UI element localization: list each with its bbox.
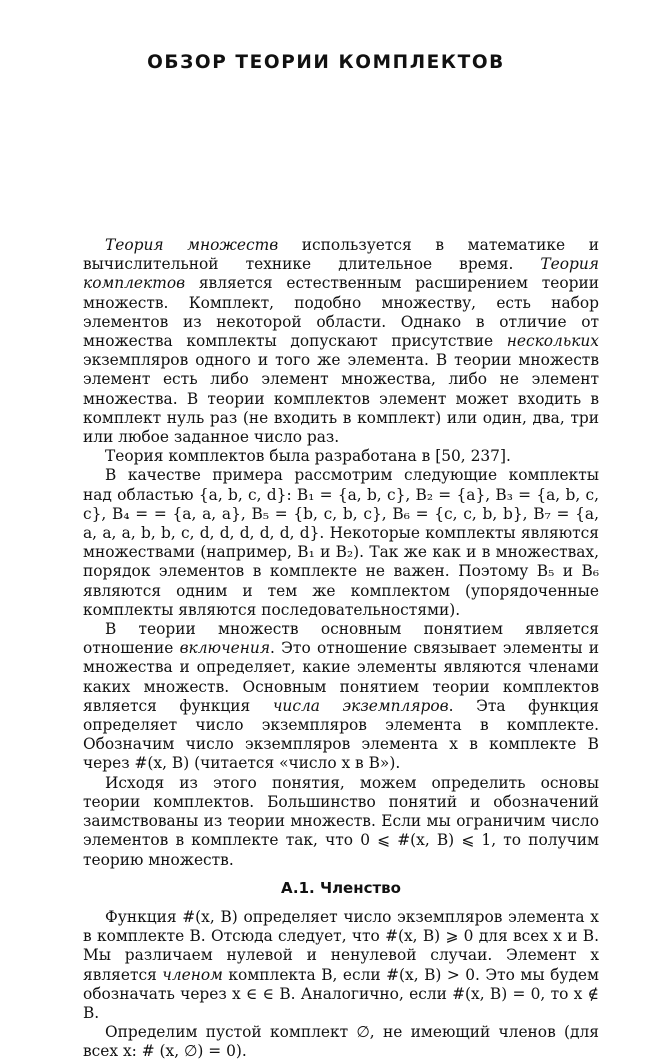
text-run: . Это отношение связывает элементы и множества и определяет, какие элементы являются членами каких множеств. Основным понятием теории комплектов является функция <box>83 639 599 715</box>
text-run: . Эта функция определяет число экземпляров элемента в комплекте. Обозначим число экземпляров элемента x в комплекте B через #(x, B) (читается «число x в B»). <box>83 696 599 773</box>
text-run: является естественным расширением теории множеств. Комплект, подобно множеству, есть набор элементов из некоторой области. Однако в отличие от множества комплекты допускают присутствие <box>83 274 599 351</box>
text-run: используется в математике и вычислительной технике длительное время. <box>83 236 599 274</box>
page-title: ОБЗОР ТЕОРИИ КОМПЛЕКТОВ <box>147 52 505 73</box>
text-run: В качестве примера рассмотрим следующие комплекты над областью {a, b, c, d}: B₁ = {a, b, c}, B₂ = {a}, B₃ = {a, b, c, c}, B₄ = = {a, a, a}, B₅ = {b, c, b, c}, B₆ = {c, c, b, b}, B₇ = {a, a, a, a, b, b, c, d, d, d, d, d, d}. Некоторые комплекты являются множествами (например, B₁ и B₂). Так же как и в множествах, порядок элементов в комплекте не важен. Поэтому B₅ и B₆ являются одним и тем же комплектом (упорядоченные комплекты являются последовательностями). <box>83 466 599 619</box>
text-run: Функция #(x, B) определяет число экземпляров элемента x в комплекте B. Отсюда следует, что #(x, B) ⩾ 0 для всех x и B. Мы различаем нулевой и ненулевой случаи. Элемент x является <box>83 907 599 984</box>
section-heading: A.1. Членство <box>281 878 401 897</box>
term: включения <box>179 639 271 658</box>
body-text <box>83 236 599 1062</box>
paragraph <box>83 620 599 774</box>
text-run: комплекта B, если #(x, B) > 0. Это мы будем обозначать через x ∈ ∈ B. Аналогично, если #(x, B) = 0, то x ∉ B. <box>83 965 599 1022</box>
paragraph <box>83 908 599 1023</box>
text-run: В теории множеств основным понятием является отношение <box>83 620 599 658</box>
text-run: экземпляров одного и того же элемента. В теории множеств элемент есть либо элемент множества, либо не элемент множества. В теории комплектов элемент может входить в комплект нуль раз (не входить в комплект) или один, два, три или любое заданное число раз. <box>83 351 599 447</box>
paragraph <box>83 236 599 447</box>
paragraph: Теория комплектов была разработана в [50, 237]. <box>105 447 511 466</box>
term: членом <box>162 965 223 984</box>
paragraph: Исходя из этого понятия, можем определить основы теории комплектов. Большинство понятий и обозначений заимствованы из теории множеств. Если мы ограничим число элементов в комплекте так, что 0 ⩽ #(x, B) ⩽ 1, то получим теорию множеств. <box>83 773 599 869</box>
term: Теория множеств <box>105 236 279 254</box>
term: числа экземпляров <box>272 696 449 715</box>
term: нескольких <box>506 332 599 351</box>
paragraph <box>83 466 599 620</box>
paragraph: Определим пустой комплект ∅, не имеющий членов (для всех x: # (x, ∅) = 0). <box>83 1023 599 1061</box>
term: Теория комплектов <box>83 255 599 293</box>
